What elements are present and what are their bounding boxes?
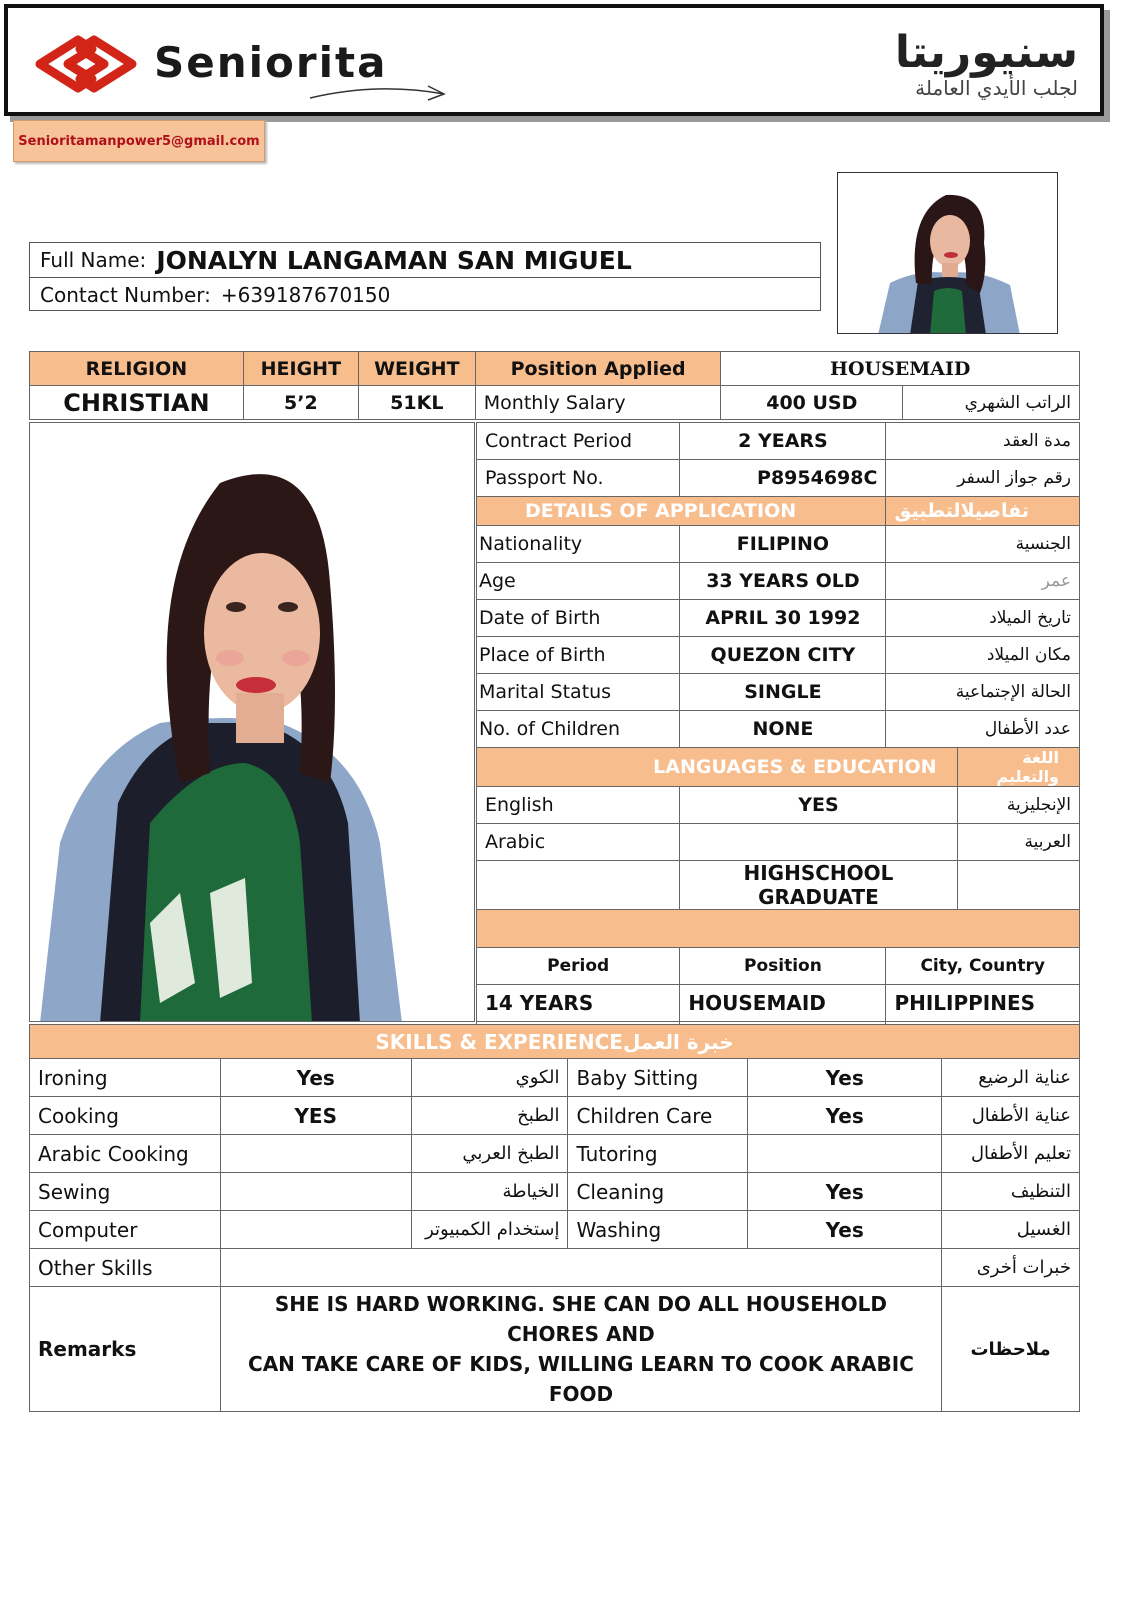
skill-baby-sitting-ar: عناية الرضيع [942,1059,1080,1097]
passport-ar: رقم جواز السفر [886,460,1080,497]
skill-washing-ar: الغسيل [942,1211,1080,1249]
english-label: English [477,787,680,824]
passport-value: P8954698C [680,460,886,497]
skill-sewing-label: Sewing [30,1173,221,1211]
full-name-label: Full Name: [40,248,147,272]
place-of-birth-label: Place of Birth [477,637,680,674]
skill-sewing-ar: الخياطة [411,1173,568,1211]
skill-cooking-label: Cooking [30,1097,221,1135]
date-of-birth-value: APRIL 30 1992 [680,600,886,637]
location-header: City, Country [886,948,1080,985]
agency-name-ar: سنيوريتا [894,27,1078,78]
skills-title-ar: خبرة العمل [622,1029,734,1054]
skill-tutoring-label: Tutoring [568,1135,748,1173]
skill-computer-ar: إستخدام الكمبيوتر [411,1211,568,1249]
other-skills-value [220,1249,941,1287]
portrait-large-icon [30,423,475,1022]
position-applied-value: HOUSEMAID [721,352,1080,386]
skill-tutoring-value [748,1135,942,1173]
remarks-line-1: SHE IS HARD WORKING. SHE CAN DO ALL HOUSEHOLD CHORES AND [274,1292,888,1346]
skills-section-title [30,1025,1080,1059]
agency-header [4,4,1104,116]
monthly-salary-value: 400 USD [721,386,903,420]
skill-arabic-cooking-value [220,1135,411,1173]
education-value: HIGHSCHOOL GRADUATE [680,861,957,910]
logo-swoosh-icon [308,78,448,104]
skills-title-en: SKILLS & EXPERIENCE [375,1029,623,1054]
skill-cleaning-value: Yes [748,1173,942,1211]
experience-location: PHILIPPINES [886,985,1080,1022]
skill-washing-label: Washing [568,1211,748,1249]
agency-name-arabic [894,27,1078,100]
english-value: YES [680,787,957,824]
contract-period-ar: مدة العقد [886,423,1080,460]
nationality-label: Nationality [477,526,680,563]
education-label [477,861,680,910]
education-ar [957,861,1079,910]
contract-period-label: Contract Period [477,423,680,460]
children-value: NONE [680,711,886,748]
skill-cooking-value: YES [220,1097,411,1135]
experience-period: 14 YEARS [477,985,680,1022]
experience-section-bar [477,910,1080,948]
nationality-value: FILIPINO [680,526,886,563]
weight-header: WEIGHT [358,352,475,386]
contract-period-value: 2 YEARS [680,423,886,460]
skill-washing-value: Yes [748,1211,942,1249]
position-applied-header: Position Applied [475,352,721,386]
skills-table [29,1024,1080,1412]
nationality-ar: الجنسية [886,526,1080,563]
place-of-birth-ar: مكان الميلاد [886,637,1080,674]
date-of-birth-label: Date of Birth [477,600,680,637]
marital-status-ar: الحالة الإجتماعية [886,674,1080,711]
religion-header: RELIGION [30,352,244,386]
marital-status-label: Marital Status [477,674,680,711]
remarks-line-2: CAN TAKE CARE OF KIDS, WILLING LEARN TO COOK ARABIC FOOD [248,1352,914,1406]
weight-value: 51KL [358,386,475,420]
application-details-table [476,422,1080,1059]
skill-ironing-ar: الكوي [411,1059,568,1097]
languages-section-title: LANGUAGES & EDUCATION [477,748,958,787]
contact-label: Contact Number: [40,282,211,307]
portrait-small-icon [838,173,1058,334]
monthly-salary-label: Monthly Salary [475,386,721,420]
skill-tutoring-ar: تعليم الأطفال [942,1135,1080,1173]
skill-sewing-value [220,1173,411,1211]
skill-ironing-label: Ironing [30,1059,221,1097]
skill-baby-sitting-value: Yes [748,1059,942,1097]
applicant-photo-large [29,422,475,1022]
passport-label: Passport No. [477,460,680,497]
arabic-ar: العربية [957,824,1079,861]
skill-ironing-value: Yes [220,1059,411,1097]
skill-arabic-cooking-ar: الطبخ العربي [411,1135,568,1173]
languages-section-title-ar: اللغة والتعليم [957,748,1079,787]
skill-baby-sitting-label: Baby Sitting [568,1059,748,1097]
skill-cleaning-ar: التنظيف [942,1173,1080,1211]
monthly-salary-ar: الراتب الشهري [903,386,1080,420]
skill-children-care-ar: عناية الأطفال [942,1097,1080,1135]
skill-cooking-ar: الطبخ [411,1097,568,1135]
period-header: Period [477,948,680,985]
date-of-birth-ar: تاريخ الميلاد [886,600,1080,637]
age-label: Age [477,563,680,600]
applicant-photo-small [837,172,1058,334]
skill-children-care-value: Yes [748,1097,942,1135]
remarks-label: Remarks [30,1287,221,1412]
contact-row [30,277,820,311]
agency-email[interactable]: Senioritamanpower5@gmail.com [13,120,265,162]
arabic-label: Arabic [477,824,680,861]
basic-info-table [29,351,1080,420]
skill-children-care-label: Children Care [568,1097,748,1135]
full-name-row [30,243,820,277]
skill-computer-value [220,1211,411,1249]
applicant-name-box [29,242,821,311]
skill-cleaning-label: Cleaning [568,1173,748,1211]
experience-position: HOUSEMAID [680,985,886,1022]
remarks-ar: ملاحظات [942,1287,1080,1412]
age-ar: عمر [886,563,1080,600]
position-header: Position [680,948,886,985]
skill-computer-label: Computer [30,1211,221,1249]
contact-value: +639187670150 [220,282,391,307]
details-section-title-ar: تفاصيلالتطبيق [886,497,1080,526]
height-value: 5’2 [243,386,358,420]
children-label: No. of Children [477,711,680,748]
age-value: 33 YEARS OLD [680,563,886,600]
remarks-text [220,1287,941,1412]
height-header: HEIGHT [243,352,358,386]
arabic-value [680,824,957,861]
other-skills-label: Other Skills [30,1249,221,1287]
religion-value: CHRISTIAN [30,386,244,420]
agency-tagline-ar: لجلب الأيدي العاملة [915,76,1078,100]
full-name-value: JONALYN LANGAMAN SAN MIGUEL [156,245,632,275]
english-ar: الإنجليزية [957,787,1079,824]
agency-name: Seniorita [154,38,388,87]
marital-status-value: SINGLE [680,674,886,711]
skill-arabic-cooking-label: Arabic Cooking [30,1135,221,1173]
other-skills-ar: خبرات أخرى [942,1249,1080,1287]
agency-logo-icon [26,34,146,94]
details-section-title: DETAILS OF APPLICATION [477,497,886,526]
place-of-birth-value: QUEZON CITY [680,637,886,674]
children-ar: عدد الأطفال [886,711,1080,748]
